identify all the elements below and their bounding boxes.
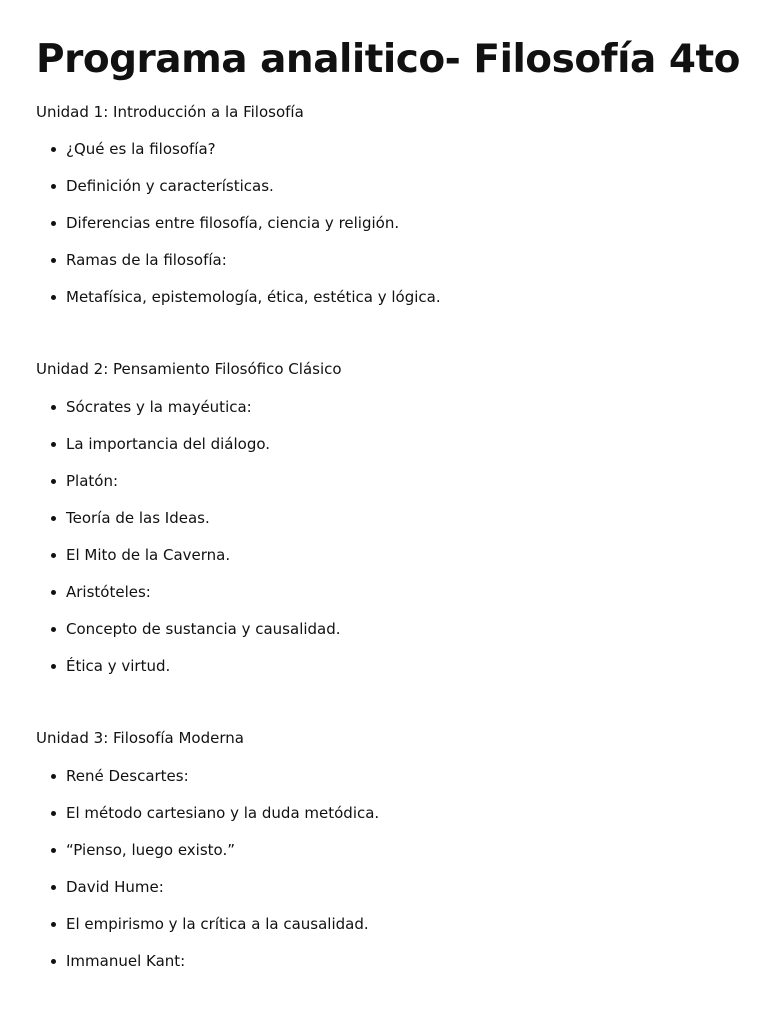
unit-3-topic-list bbox=[36, 766, 736, 988]
list-item bbox=[36, 213, 736, 250]
list-item-text: Platón: bbox=[66, 472, 119, 490]
list-item-text: “Pienso, luego existo.” bbox=[66, 841, 235, 859]
list-item-text: Diferencias entre filosofía, ciencia y religión. bbox=[66, 214, 400, 232]
bullet-icon bbox=[51, 295, 56, 300]
unit-1-topic-list bbox=[36, 139, 736, 324]
list-item-text: La importancia del diálogo. bbox=[66, 435, 271, 453]
list-item-text: Concepto de sustancia y causalidad. bbox=[66, 620, 341, 638]
bullet-icon bbox=[51, 553, 56, 558]
bullet-icon bbox=[51, 848, 56, 853]
list-item bbox=[36, 951, 736, 988]
bullet-icon bbox=[51, 221, 56, 226]
bullet-icon bbox=[51, 664, 56, 669]
list-item bbox=[36, 508, 736, 545]
bullet-icon bbox=[51, 184, 56, 189]
list-item-text: El empirismo y la crítica a la causalidad. bbox=[66, 915, 369, 933]
list-item bbox=[36, 803, 736, 840]
bullet-icon bbox=[51, 516, 56, 521]
bullet-icon bbox=[51, 885, 56, 890]
list-item bbox=[36, 545, 736, 582]
unit-3-section bbox=[36, 728, 736, 988]
bullet-icon bbox=[51, 774, 56, 779]
bullet-icon bbox=[51, 922, 56, 927]
list-item-text: Aristóteles: bbox=[66, 583, 151, 601]
list-item-text: El método cartesiano y la duda metódica. bbox=[66, 804, 380, 822]
list-item bbox=[36, 656, 736, 693]
bullet-icon bbox=[51, 479, 56, 484]
bullet-icon bbox=[51, 442, 56, 447]
list-item bbox=[36, 176, 736, 213]
bullet-icon bbox=[51, 811, 56, 816]
list-item-text: Definición y características. bbox=[66, 177, 274, 195]
list-item-text: Ramas de la filosofía: bbox=[66, 251, 227, 269]
list-item bbox=[36, 139, 736, 176]
bullet-icon bbox=[51, 258, 56, 263]
list-item-text: Metafísica, epistemología, ética, estética y lógica. bbox=[66, 288, 441, 306]
list-item bbox=[36, 840, 736, 877]
list-item-text: ¿Qué es la filosofía? bbox=[66, 140, 216, 158]
list-item-text: René Descartes: bbox=[66, 767, 189, 785]
list-item-text: Sócrates y la mayéutica: bbox=[66, 398, 252, 416]
list-item bbox=[36, 914, 736, 951]
bullet-icon bbox=[51, 627, 56, 632]
list-item bbox=[36, 287, 736, 324]
unit-heading: Unidad 2: Pensamiento Filosófico Clásico bbox=[36, 360, 342, 378]
unit-heading: Unidad 1: Introducción a la Filosofía bbox=[36, 103, 304, 121]
list-item bbox=[36, 582, 736, 619]
page-title: Programa analitico- Filosofía 4to bbox=[36, 37, 740, 82]
bullet-icon bbox=[51, 590, 56, 595]
list-item bbox=[36, 766, 736, 803]
list-item-text: Immanuel Kant: bbox=[66, 952, 186, 970]
list-item bbox=[36, 250, 736, 287]
bullet-icon bbox=[51, 147, 56, 152]
unit-heading: Unidad 3: Filosofía Moderna bbox=[36, 729, 244, 747]
unit-1-section bbox=[36, 102, 736, 324]
list-item bbox=[36, 619, 736, 656]
list-item-text: El Mito de la Caverna. bbox=[66, 546, 231, 564]
bullet-icon bbox=[51, 959, 56, 964]
list-item bbox=[36, 471, 736, 508]
list-item-text: Teoría de las Ideas. bbox=[66, 509, 210, 527]
list-item-text: David Hume: bbox=[66, 878, 164, 896]
bullet-icon bbox=[51, 405, 56, 410]
unit-2-topic-list bbox=[36, 397, 736, 693]
list-item-text: Ética y virtud. bbox=[66, 657, 171, 675]
unit-2-section bbox=[36, 359, 736, 693]
list-item bbox=[36, 397, 736, 434]
list-item bbox=[36, 877, 736, 914]
list-item bbox=[36, 434, 736, 471]
